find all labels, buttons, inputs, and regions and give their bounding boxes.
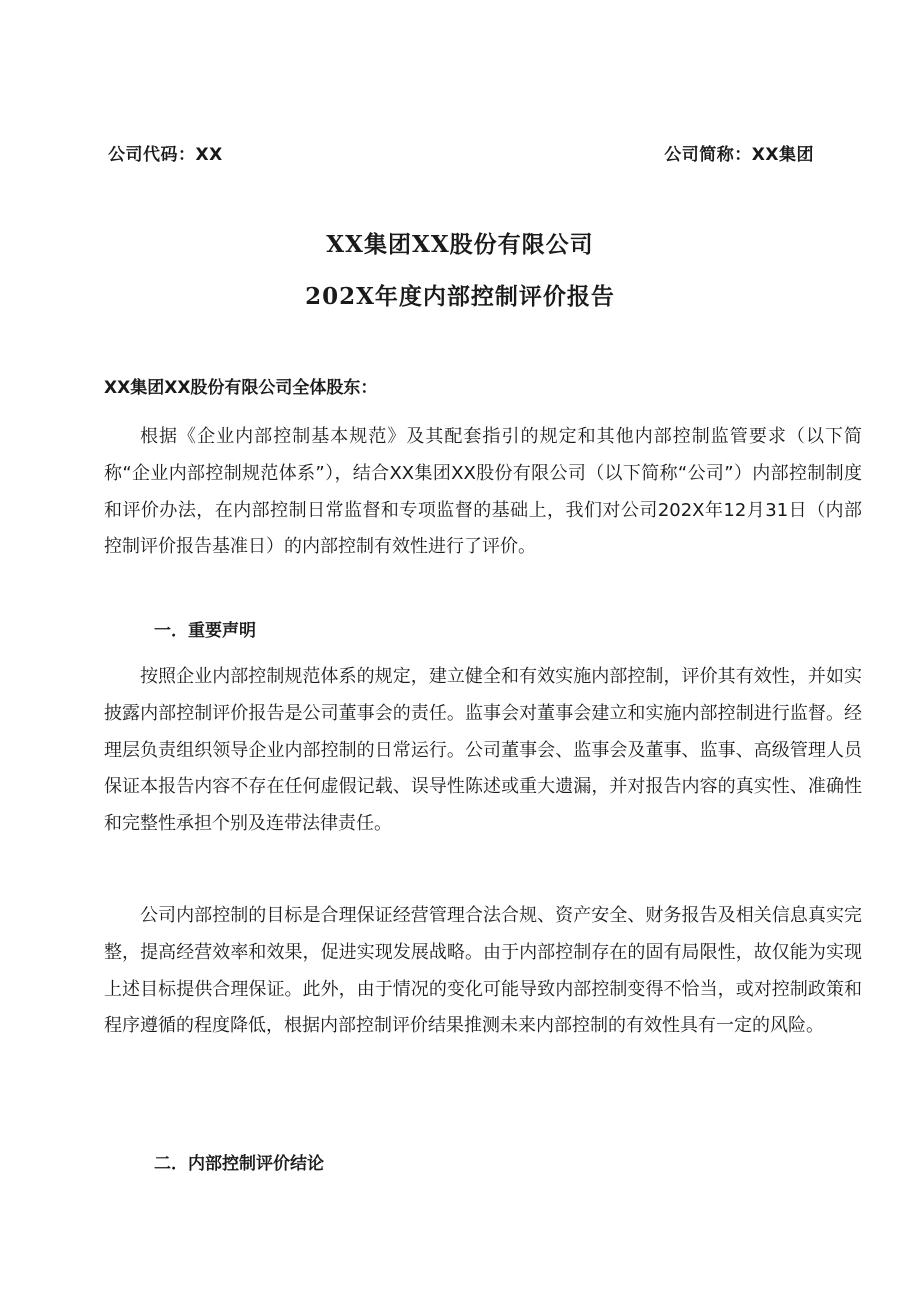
- statement-paragraph-1: 按照企业内部控制规范体系的规定，建立健全和有效实施内部控制，评价其有效性，并如实披露内部控制评价报告是公司董事会的责任。监事会对董事会建立和实施内部控制进行监督。经理层负责组织领导企业内部控制的日常运行。公司董事会、监事会及董事、监事、高级管理人员保证本报告内容不存在任何虚假记载、误导性陈述或重大遗漏，并对报告内容的真实性、准确性和完整性承担个别及连带法律责任。: [104, 666, 862, 835]
- company-short-name: 公司简称：XX集团: [664, 145, 814, 165]
- statement-block-1: [104, 659, 862, 843]
- report-title-company: XX集团XX股份有限公司: [326, 231, 594, 258]
- report-title-name: 202X年度内部控制评价报告: [305, 283, 615, 310]
- intro-paragraph: 根据《企业内部控制基本规范》及其配套指引的规定和其他内部控制监管要求（以下简称“企业内部控制规范体系”），结合XX集团XX股份有限公司（以下简称“公司”）内部控制制度和评价办法，在内部控制日常监督和专项监督的基础上，我们对公司202X年12月31日（内部控制评价报告基准日）的内部控制有效性进行了评价。: [104, 426, 862, 558]
- section-heading-evaluation-conclusion: 二．内部控制评价结论: [154, 1154, 324, 1174]
- salutation: XX集团XX股份有限公司全体股东：: [104, 378, 378, 398]
- statement-paragraph-2: 公司内部控制的目标是合理保证经营管理合法合规、资产安全、财务报告及相关信息真实完整，提高经营效率和效果，促进实现发展战略。由于内部控制存在的固有局限性，故仅能为实现上述目标提供合理保证。此外，由于情况的变化可能导致内部控制变得不恰当，或对控制政策和程序遵循的程度降低，根据内部控制评价结果推测未来内部控制的有效性具有一定的风险。: [104, 905, 862, 1037]
- company-code: 公司代码：XX: [108, 145, 223, 165]
- statement-block-2: [104, 898, 862, 1045]
- section-heading-important-statement: 一．重要声明: [154, 621, 256, 641]
- intro-block: [104, 419, 862, 566]
- document-header: [108, 140, 814, 165]
